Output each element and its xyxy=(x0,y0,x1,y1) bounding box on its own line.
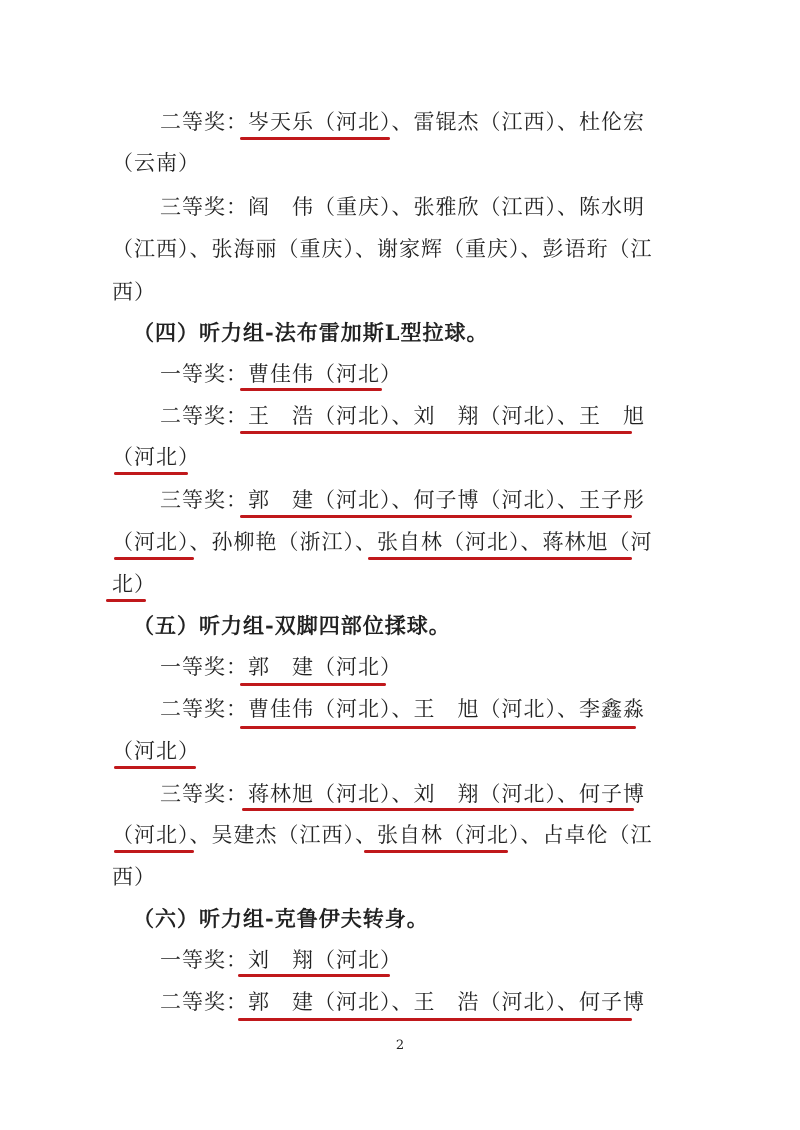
award-line: （河北）、孙柳艳（浙江）、张自林（河北）、蒋林旭（河 xyxy=(112,530,653,554)
red-underline xyxy=(238,974,390,977)
award-line: 北） xyxy=(112,572,156,596)
award-line: 三等奖：蒋林旭（河北）、刘 翔（河北）、何子博 xyxy=(160,782,645,806)
red-underline xyxy=(240,726,636,729)
award-line: 一等奖：刘 翔（河北） xyxy=(160,948,402,972)
award-line: 三等奖：阎 伟（重庆）、张雅欣（江西）、陈水明 xyxy=(160,195,645,219)
award-line: 一等奖：曹佳伟（河北） xyxy=(160,362,402,386)
award-line: 二等奖：岑天乐（河北）、雷锟杰（江西）、杜伦宏 xyxy=(160,110,645,134)
award-line: （河北）、吴建杰（江西）、张自林（河北）、占卓伦（江 xyxy=(112,823,653,847)
page-number: 2 xyxy=(395,1038,405,1053)
award-line: 二等奖：郭 建（河北）、王 浩（河北）、何子博 xyxy=(160,990,645,1014)
award-line: 二等奖：王 浩（河北）、刘 翔（河北）、王 旭 xyxy=(160,404,645,428)
award-line: 一等奖：郭 建（河北） xyxy=(160,655,402,679)
award-line: （河北） xyxy=(112,739,200,763)
red-underline xyxy=(364,850,508,853)
award-line: （河北） xyxy=(112,445,200,469)
red-underline xyxy=(114,472,188,475)
red-underline xyxy=(114,766,196,769)
red-underline xyxy=(240,683,386,686)
award-line: 二等奖：曹佳伟（河北）、王 旭（河北）、李鑫淼 xyxy=(160,697,645,721)
section-heading: （六）听力组-克鲁伊夫转身。 xyxy=(133,906,429,931)
red-underline xyxy=(242,808,634,811)
section-heading: （四）听力组-法布雷加斯L型拉球。 xyxy=(133,320,489,345)
red-underline xyxy=(240,388,382,391)
red-underline xyxy=(240,515,632,518)
red-underline xyxy=(106,599,146,602)
award-line: 西） xyxy=(112,865,156,889)
award-line: 三等奖：郭 建（河北）、何子博（河北）、王子彤 xyxy=(160,488,645,512)
red-underline xyxy=(240,431,632,434)
award-line: （江西）、张海丽（重庆）、谢家辉（重庆）、彭语珩（江 xyxy=(112,237,653,261)
red-underline xyxy=(114,850,194,853)
red-underline xyxy=(240,137,390,140)
red-underline xyxy=(368,557,632,560)
section-heading: （五）听力组-双脚四部位揉球。 xyxy=(133,613,451,638)
red-underline xyxy=(114,557,194,560)
award-line: 西） xyxy=(112,280,156,304)
red-underline xyxy=(238,1018,632,1021)
award-line: （云南） xyxy=(112,151,200,175)
